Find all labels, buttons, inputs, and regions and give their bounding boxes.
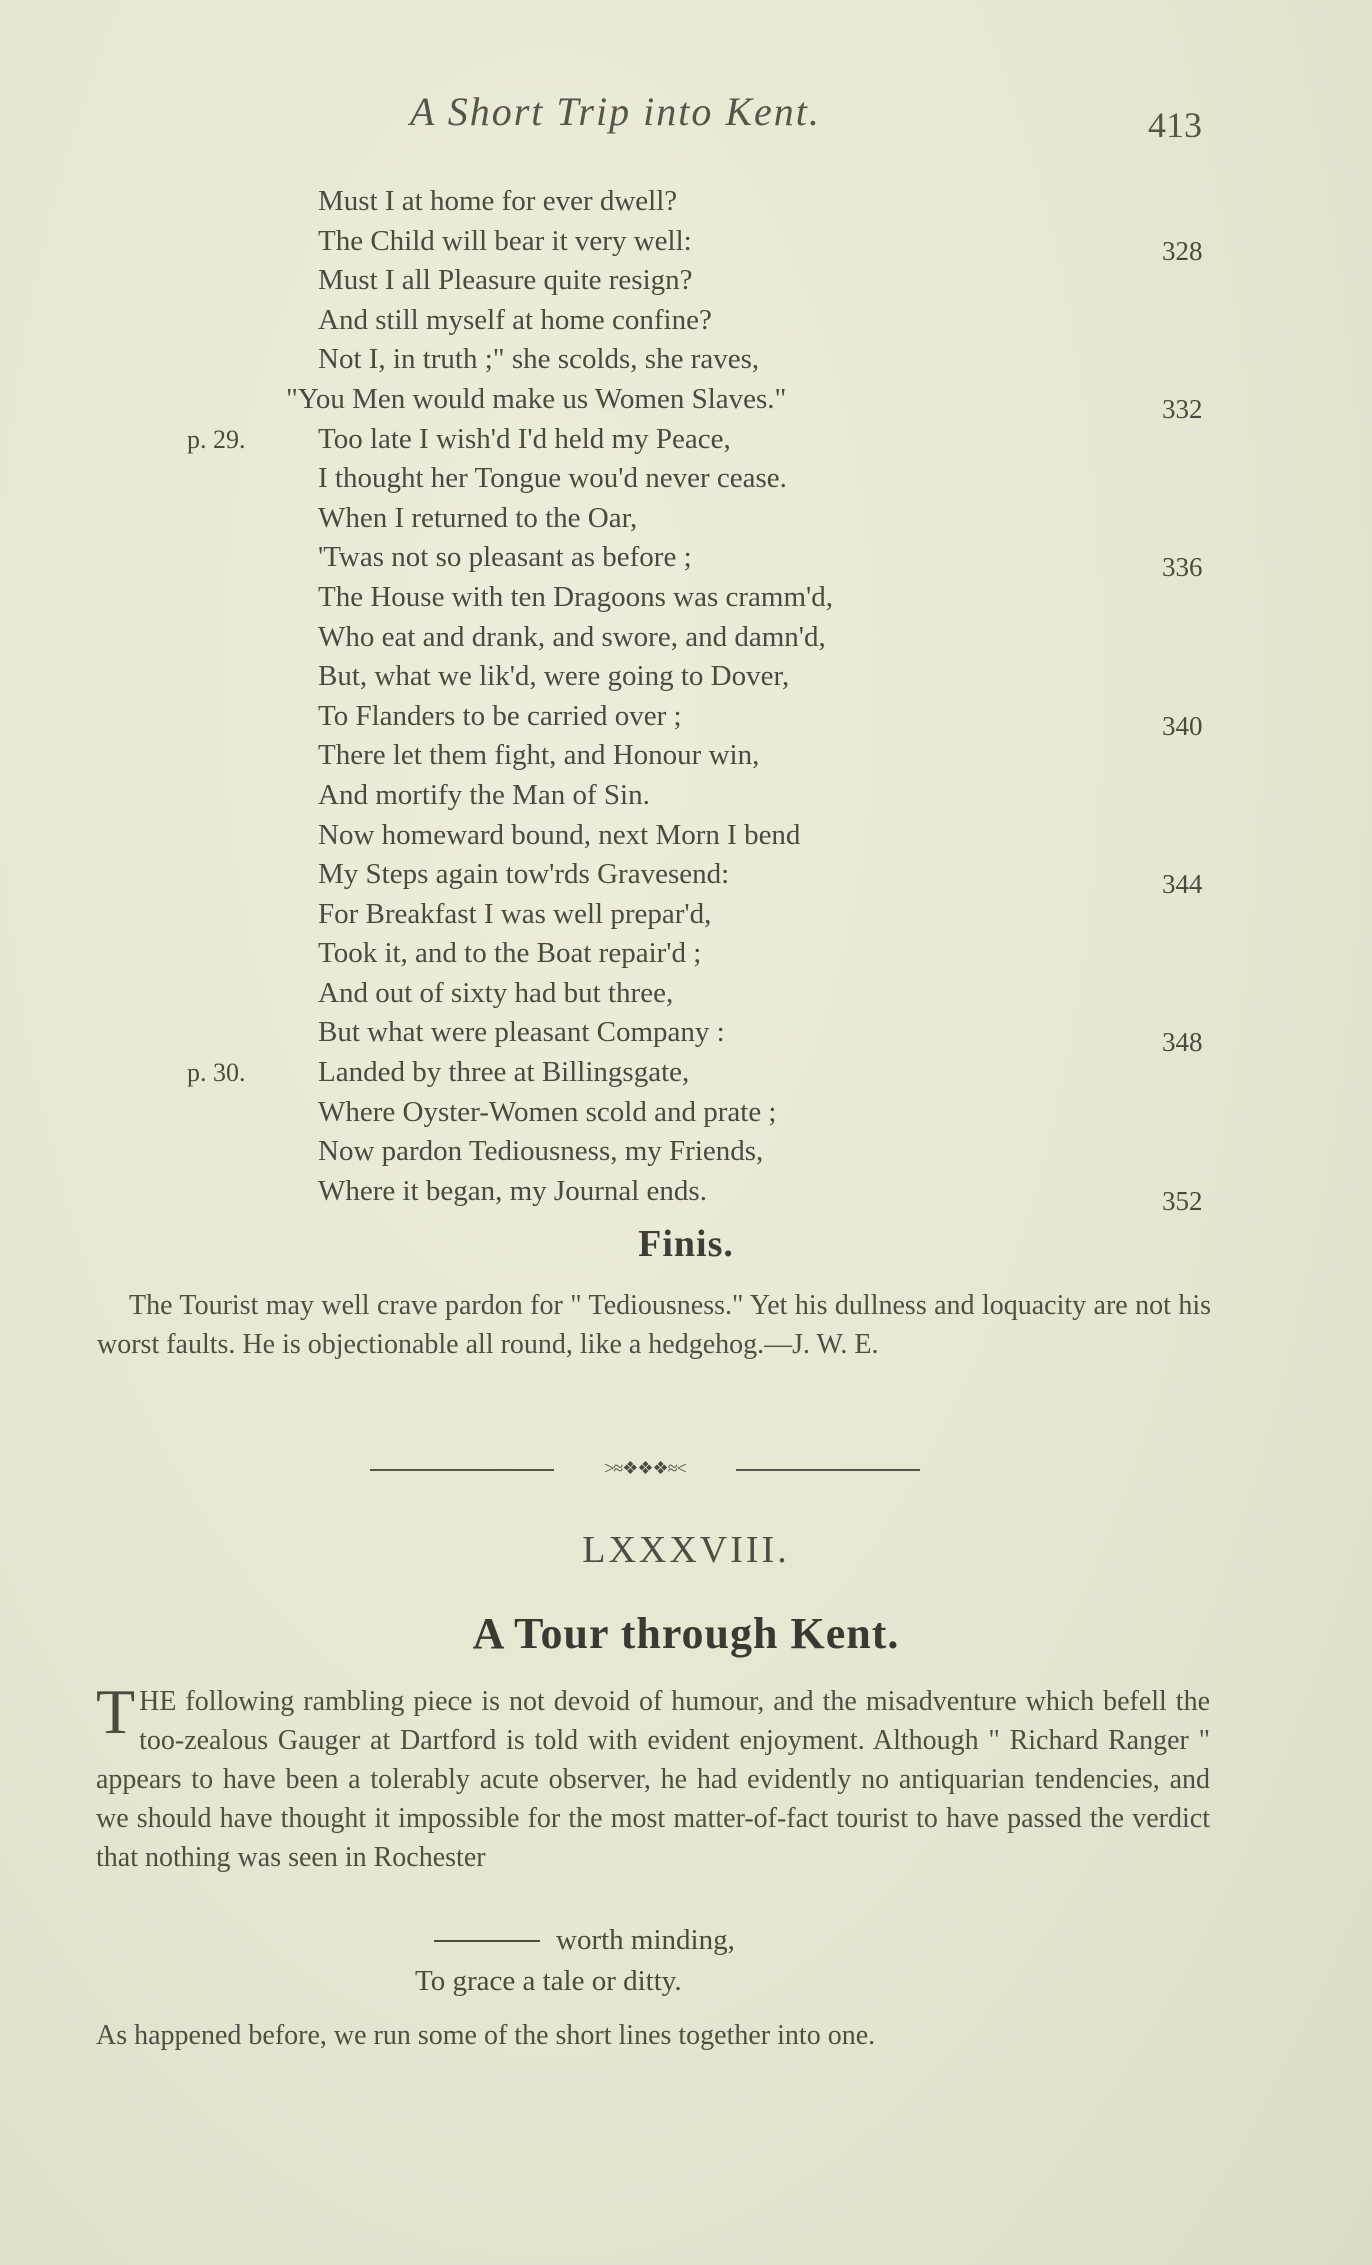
quote-line-1 xyxy=(0,1920,1372,1961)
poem-line xyxy=(0,934,1372,974)
editor-note-text: The Tourist may well crave pardon for " Tediousness." Yet his dullness and loquacity are not his worst faults. He is objectionable all round, like a hedgehog.—J. W. E. xyxy=(97,1290,1211,1360)
poem-line xyxy=(0,380,1372,424)
poem-line xyxy=(0,776,1372,816)
poem-line xyxy=(0,1093,1372,1133)
poem-line-text: But what were pleasant Company : xyxy=(318,1016,725,1049)
line-number: 344 xyxy=(1162,869,1203,900)
poem-line-text: Who eat and drank, and swore, and damn'd, xyxy=(318,620,826,653)
poem-line-text: Must I all Pleasure quite resign? xyxy=(318,264,693,297)
line-number: 348 xyxy=(1162,1027,1203,1058)
running-title: A Short Trip into Kent. xyxy=(410,89,821,134)
closing-note: As happened before, we run some of the short lines together into one. xyxy=(96,2020,876,2051)
drop-cap: T xyxy=(96,1676,136,1747)
poem-line-text: But, what we lik'd, were going to Dover, xyxy=(318,660,790,693)
poem-line xyxy=(0,499,1372,539)
poem-line-text: "You Men would make us Women Slaves." xyxy=(286,382,787,415)
poem-line xyxy=(0,816,1372,856)
poem-line-text: Landed by three at Billingsgate, xyxy=(318,1056,690,1089)
poem-line-text: Must I at home for ever dwell? xyxy=(318,185,678,217)
poem-line-text: Took it, and to the Boat repair'd ; xyxy=(318,937,702,970)
poem-line xyxy=(0,736,1372,776)
poem-line xyxy=(0,459,1372,499)
section-numeral: LXXXVIII. xyxy=(582,1529,790,1571)
poem-line xyxy=(0,340,1372,380)
poem-line xyxy=(0,578,1372,618)
line-number: 328 xyxy=(1162,235,1203,266)
page-reference: p. 29. xyxy=(187,424,246,454)
intro-text: HE following rambling piece is not devoid of humour, and the misadventure which befell the too-zealous Gauger at Dartford is told with evident enjoyment. Although " Richard Ranger " appears to have been a tolerably acute observer, he had evidently no antiquarian tendencies, and we should have thought it impossible for the most matter-of-fact tourist to have passed the verdict that nothing was seen in Rochester xyxy=(96,1686,1210,1873)
poem-line xyxy=(0,974,1372,1014)
intro-paragraph xyxy=(96,1676,1210,1877)
poem-line xyxy=(0,1013,1372,1058)
ornamental-divider xyxy=(370,1458,920,1482)
poem-line-text: 'Twas not so pleasant as before ; xyxy=(318,541,692,574)
quote-line-2 xyxy=(0,1961,1372,2002)
poem-line xyxy=(0,657,1372,697)
line-number: 332 xyxy=(1162,393,1203,424)
poem-line xyxy=(0,182,1372,222)
line-number: 352 xyxy=(1162,1185,1203,1216)
poem-line xyxy=(0,855,1372,900)
poem-line-text: And out of sixty had but three, xyxy=(318,976,674,1009)
quote-line-2-text: To grace a tale or ditty. xyxy=(415,1965,682,1997)
poem-line xyxy=(0,420,1372,460)
poem-line xyxy=(0,697,1372,741)
divider-rule-left xyxy=(370,1469,554,1471)
poem-line-text: Not I, in truth ;" she scolds, she raves, xyxy=(318,343,760,376)
poem-line xyxy=(0,301,1372,341)
line-number: 336 xyxy=(1162,552,1203,583)
em-dash-rule xyxy=(434,1940,540,1942)
poem-line xyxy=(0,261,1372,301)
poem-line-text: Where Oyster-Women scold and prate ; xyxy=(318,1095,777,1128)
finis-heading: Finis. xyxy=(638,1223,734,1265)
page-reference: p. 30. xyxy=(187,1058,246,1088)
poem-line-text: Now homeward bound, next Morn I bend xyxy=(318,818,801,851)
poem-line xyxy=(0,1132,1372,1172)
quoted-verse xyxy=(0,1920,1372,2002)
poem-line-text: When I returned to the Oar, xyxy=(318,501,638,534)
poem-line-text: Now pardon Tediousness, my Friends, xyxy=(318,1135,764,1168)
poem-line xyxy=(0,1172,1372,1216)
page-number: 413 xyxy=(1148,105,1202,145)
poem-line xyxy=(0,1053,1372,1093)
poem-line-text: I thought her Tongue wou'd never cease. xyxy=(318,462,787,495)
poem-line xyxy=(0,895,1372,935)
section-title: A Tour through Kent. xyxy=(472,1609,900,1658)
poem-line-text: To Flanders to be carried over ; xyxy=(318,699,682,732)
poem-line-text: There let them fight, and Honour win, xyxy=(318,739,760,772)
poem-line-text: The House with ten Dragoons was cramm'd, xyxy=(318,580,834,613)
editor-note xyxy=(97,1286,1211,1364)
poem xyxy=(0,182,1372,1216)
poem-line xyxy=(0,618,1372,658)
poem-line-text: Where it began, my Journal ends. xyxy=(318,1174,707,1207)
poem-line-text: My Steps again tow'rds Gravesend: xyxy=(318,858,730,891)
divider-ornament-icon: >≈❖❖❖≈< xyxy=(604,1458,686,1478)
poem-line-text: And mortify the Man of Sin. xyxy=(318,778,650,811)
poem-line-text: The Child will bear it very well: xyxy=(318,224,692,257)
line-number: 340 xyxy=(1162,710,1203,741)
poem-line xyxy=(0,222,1372,266)
poem-line xyxy=(0,538,1372,583)
poem-line-text: Too late I wish'd I'd held my Peace, xyxy=(318,422,731,455)
quote-line-1-text: worth minding, xyxy=(556,1924,735,1956)
poem-line-text: And still myself at home confine? xyxy=(318,303,712,336)
poem-line-text: For Breakfast I was well prepar'd, xyxy=(318,897,712,930)
divider-rule-right xyxy=(736,1469,920,1471)
